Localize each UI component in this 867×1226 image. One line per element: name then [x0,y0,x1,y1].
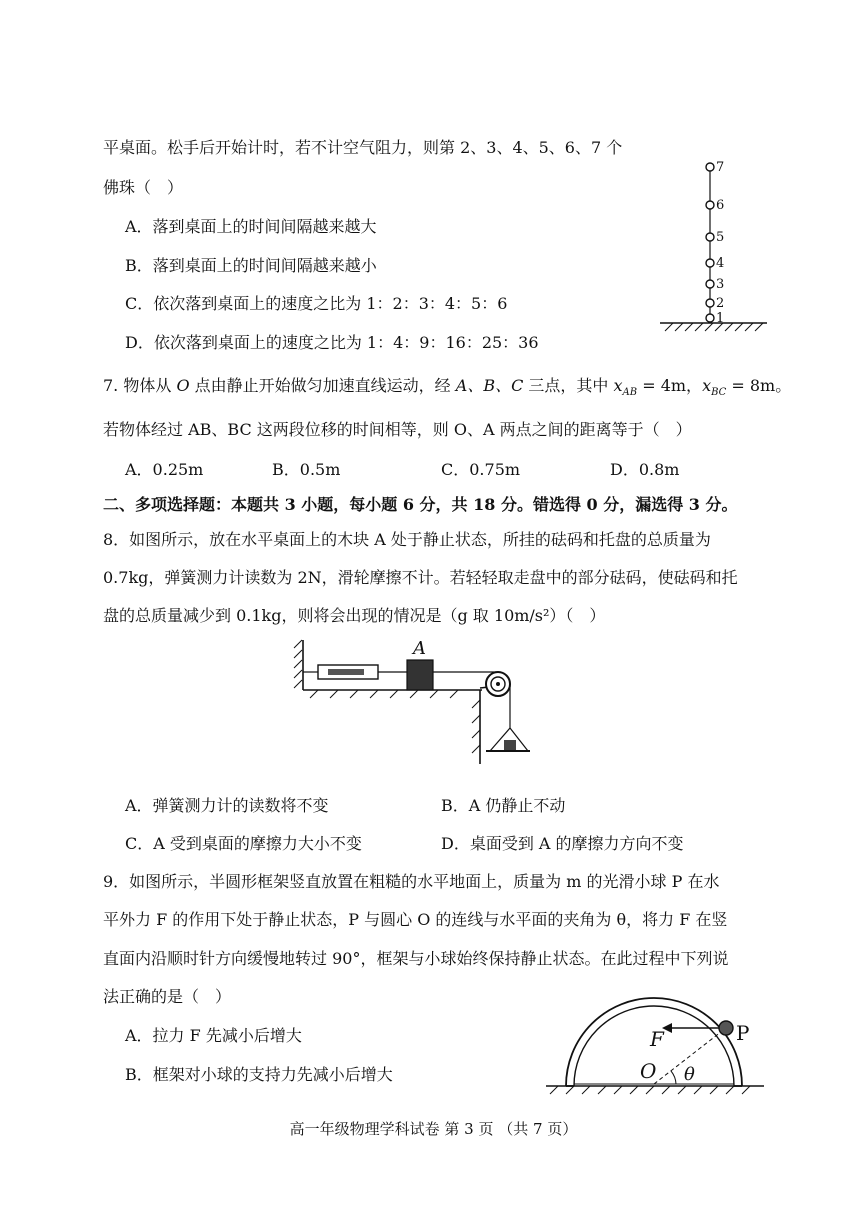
q8-option-c: C．A 受到桌面的摩擦力大小不变 [125,834,362,853]
q7-option-a: A．0.25m [125,460,204,479]
bead-label-7: 7 [716,160,725,175]
q9-stem-line4: 法正确的是（ ） [103,987,232,1006]
q7-option-c: C．0.75m [441,460,521,479]
label-o: O [640,1059,657,1083]
label-p: P [736,1021,750,1045]
q9-semicircle-figure [542,988,770,1103]
bead-1 [706,314,714,322]
q7-stem-line2: 若物体经过 AB、BC 这两段位移的时间相等，则 O、A 两点之间的距离等于（ ） [103,420,692,439]
q6-option-b: B．落到桌面上的时间间隔越来越小 [125,256,377,275]
q8-option-b: B．A 仍静止不动 [441,796,566,815]
bead-label-4: 4 [716,256,725,271]
bead-5 [706,233,714,241]
bead-2 [706,299,714,307]
q6-stem-line2: 佛珠（ ） [103,178,184,197]
q8-spring-pulley-figure [290,638,530,766]
weight [504,740,516,751]
q7-stem-line1: 7. 物体从 O 点由静止开始做匀加速直线运动，经 A、B、C 三点，其中 $x_{AB} = 4m$，$x_{BC} = 8m$。 [103,376,792,399]
bead-label-1: 1 [716,311,725,326]
section-2-header: 二、多项选择题：本题共 3 小题，每小题 6 分，共 18 分。错选得 0 分，漏选得 3 分。 [103,495,738,514]
q9-stem-line1: 9．如图所示，半圆形框架竖直放置在粗糙的水平地面上，质量为 m 的光滑小球 P 在水 [103,872,720,891]
ball-p [719,1021,733,1035]
q6-option-c: C．依次落到桌面上的速度之比为 1：2：3：4：5：6 [125,294,508,313]
page-footer: 高一年级物理学科试卷 第 3 页 （共 7 页） [289,1120,578,1138]
q8-stem-line1: 8．如图所示，放在水平桌面上的木块 A 处于静止状态，所挂的砝码和托盘的总质量为 [103,530,711,549]
q9-stem-line2: 平外力 F 的作用下处于静止状态，P 与圆心 O 的连线与水平面的夹角为 θ，将力 F 在竖 [103,910,728,929]
bead-7 [706,163,714,171]
label-f: F [650,1027,664,1051]
q7-option-d: D．0.8m [610,460,680,479]
q9-stem-line3: 直面内沿顺时针方向缓慢地转过 90°，框架与小球始终保持静止状态。在此过程中下列说 [103,949,729,968]
bead-3 [706,280,714,288]
block-a-label: A [413,638,426,659]
q9-option-b: B．框架对小球的支持力先减小后增大 [125,1065,393,1084]
q8-stem-line3: 盘的总质量减少到 0.1kg，则将会出现的情况是（g 取 10m/s²）（ ） [103,606,606,625]
bead-label-5: 5 [716,230,725,245]
bead-4 [706,259,714,267]
q8-option-a: A．弹簧测力计的读数将不变 [125,796,329,815]
block-a [407,660,433,690]
q7-option-b: B．0.5m [272,460,341,479]
bead-label-3: 3 [716,277,725,292]
q6-option-d: D．依次落到桌面上的速度之比为 1：4：9：16：25：36 [125,333,539,352]
bead-label-2: 2 [716,296,725,311]
bead-label-6: 6 [716,198,725,213]
label-theta: θ [684,1064,695,1085]
q8-stem-line2: 0.7kg，弹簧测力计读数为 2N，滑轮摩擦不计。若轻轻取走盘中的部分砝码，使砝码和托 [103,568,738,587]
q9-option-a: A．拉力 F 先减小后增大 [125,1026,302,1045]
q6-stem-line1: 平桌面。松手后开始计时，若不计空气阻力，则第 2、3、4、5、6、7 个 [103,138,623,157]
q6-bead-figure [655,155,775,335]
q8-option-d: D．桌面受到 A 的摩擦力方向不变 [441,834,684,853]
bead-6 [706,201,714,209]
q6-option-a: A．落到桌面上的时间间隔越来越大 [125,217,377,236]
